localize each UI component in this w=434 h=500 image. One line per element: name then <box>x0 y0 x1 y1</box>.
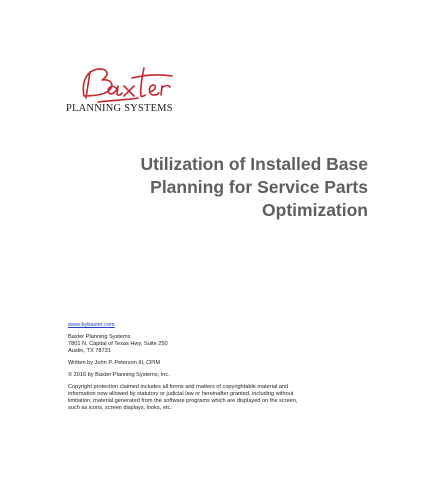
city-state-zip: Austin, TX 78731 <box>68 348 111 354</box>
website-link[interactable]: www.bybaxter.com <box>68 322 115 328</box>
title-line-3: Optimization <box>262 200 368 220</box>
logo-script-graphic <box>54 58 214 128</box>
document-title <box>88 153 368 222</box>
notice-line-1: Copyright protection claimed includes all forms and matters of copyrightable material and <box>68 384 289 390</box>
notice-line-4: such as icons, screen displays, looks, etc. <box>68 405 172 411</box>
logo-tagline: PLANNING SYSTEMS <box>66 103 173 114</box>
copyright-line: © 2016 by Baxter Planning Systems, Inc. <box>68 372 170 378</box>
notice-line-2: information now allowed by statutory or judicial law or hereinafter granted, including without <box>68 391 294 397</box>
notice-line-3: limitation, material generated from the software programs which are displayed on the screen, <box>68 398 298 404</box>
company-name: Baxter Planning Systems <box>68 334 131 340</box>
info-block <box>68 322 388 412</box>
author-credit: Written by John P. Peterson III, CPIM <box>68 360 161 366</box>
title-line-2: Planning for Service Parts <box>150 177 368 197</box>
street-address: 7801 N. Capital of Texas Hwy, Suite 250 <box>68 341 168 347</box>
baxter-logo <box>54 58 214 128</box>
title-line-1: Utilization of Installed Base <box>140 154 368 174</box>
